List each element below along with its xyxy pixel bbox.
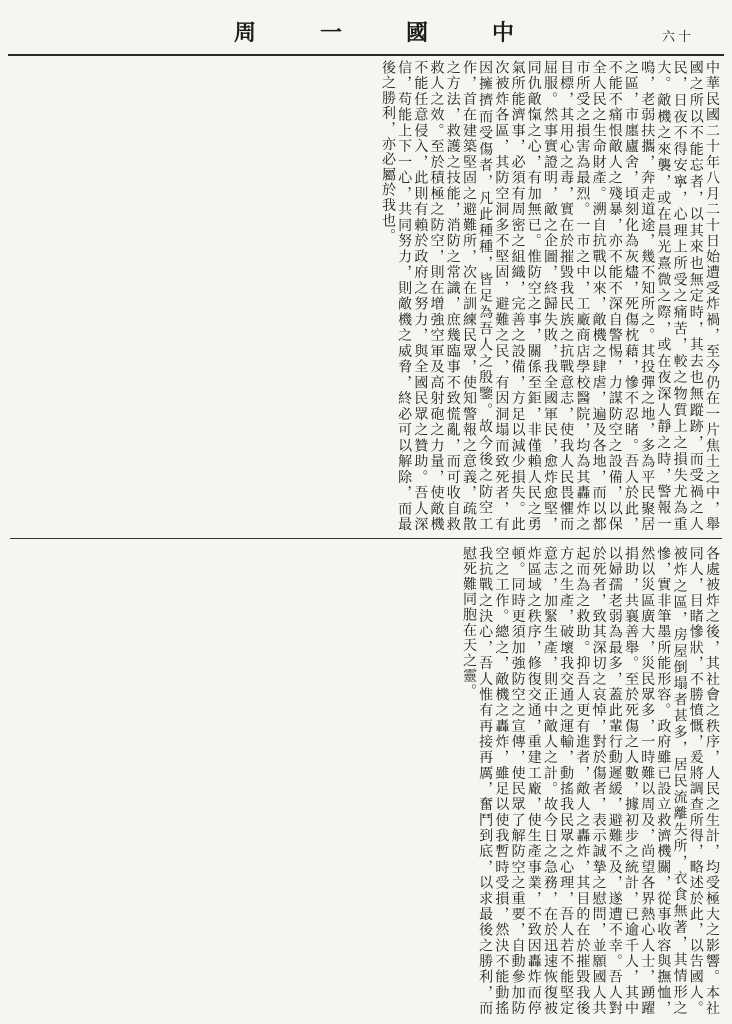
article-upper-text: 中華民國二十年八月二十日始遭受炸禍，至今仍在一片焦土之中，舉國之所以不能忘者，以其來也無定時，其去也無蹤跡，而受禍之人民，日夜不得安寧，心理上所受之痛苦，較之物質上之損失尤為重大。敵機之來襲，或在晨光熹微之際，或在夜深人靜之時，警報一鳴，老弱扶攜，奔走道途，幾不知所之。其投彈之地，多為平民聚居之區，市廛廬舍，頃刻化為灰燼，死傷枕藉，慘不忍睹。吾人於此，不能不痛恨敵人之殘暴，亦不能不深自警惕，力謀防空之設備，以保全人民之生命財產。溯自抗戰以來，敵機之肆虐，遍及各地，而以都市所受之損害為最烈。一市之中，工廠商店學校醫院，均為其轟炸之目標，其用心之毒，實在於摧毀我民族之抗戰意志，使我人民畏懼而屈服。然事實證明，敵之企圖，終歸失敗，我全國軍民，愈炸愈堅，同仇敵愾之心，有加無已。惟防空之事，關係至鉅，非僅賴人民之勇氣所能濟事，必須有周密之組織，完善之設備，方足以減少損失。此次被炸各區，其防空洞多不堅固，避難之民，有因洞塌而致死者，有因擁擠而受傷者，凡此種種，皆足為吾人之殷鑒。故今後之防空工作，首在建築堅固之避難所，次在訓練民眾，使知警報之意義，疏散之方法，救護之技能，消防之常識，庶幾臨事不致慌亂，而可收自救救人之效。至於積極之防空，則在增強空軍及高射砲之力量，使敵機不能任意侵入，此則有賴於政府之努力，與全國民眾之贊助。吾人深信，苟能上下一心，共同努力，則敵機之威脅，終必可以解除，而最後之勝利，亦必屬於我也。: [379, 60, 720, 532]
masthead: 周一國中: [234, 20, 579, 46]
article-lower-section: [12, 546, 720, 1016]
section-divider: [10, 538, 722, 539]
article-upper-section: [12, 60, 720, 532]
article-lower-text: 各處被炸之後，其社會之秩序，人民之生計，均受極大之影響。本社同人，目睹慘狀，不勝憤慨，爰將調查所得，略述於此，以告國人。被炸之區，房屋倒塌者甚多，居民流離失所，衣食無著，其情形之慘，實非筆墨所能形容。政府雖已設立救濟機關，從事收容與撫恤，然以災區廣大，災民眾多，一時難以周及，尚望各界熱心人士，踴躍捐助，共襄善舉。至於死傷之人數，據初步之統計，已逾千人，其中以婦孺老弱為最多，蓋此輩行動遲緩，避難不及，遂遭不幸。吾人對於死者，致其深切之哀悼，對於傷者，表示誠摯之慰問，並願國人共起而為之救助。抑吾人更有進者，敵人之轟炸，其目的在於摧毀我後方之生產，破壞我交通之運輸，動搖我民眾之心理，吾人若不能堅定意志，加緊生產，則正中敵人之計。故今日之急務，在於迅速恢復被炸區域之秩序，修復交通，重建工廠，使生產事業，不致因轟炸而停頓。同時更須加強防空之宣傳，使民眾了解防空之重要，自動參加防空之工作。總之，敵機之轟炸，雖足以使我暫時受損，然決不能動搖我抗戰之決心，吾人惟有再接再厲，奮鬥到底，以求最後之勝利，而慰死難同胞在天之靈。: [460, 546, 720, 1016]
page-header: [8, 10, 724, 56]
page-number: 六十: [661, 30, 694, 45]
